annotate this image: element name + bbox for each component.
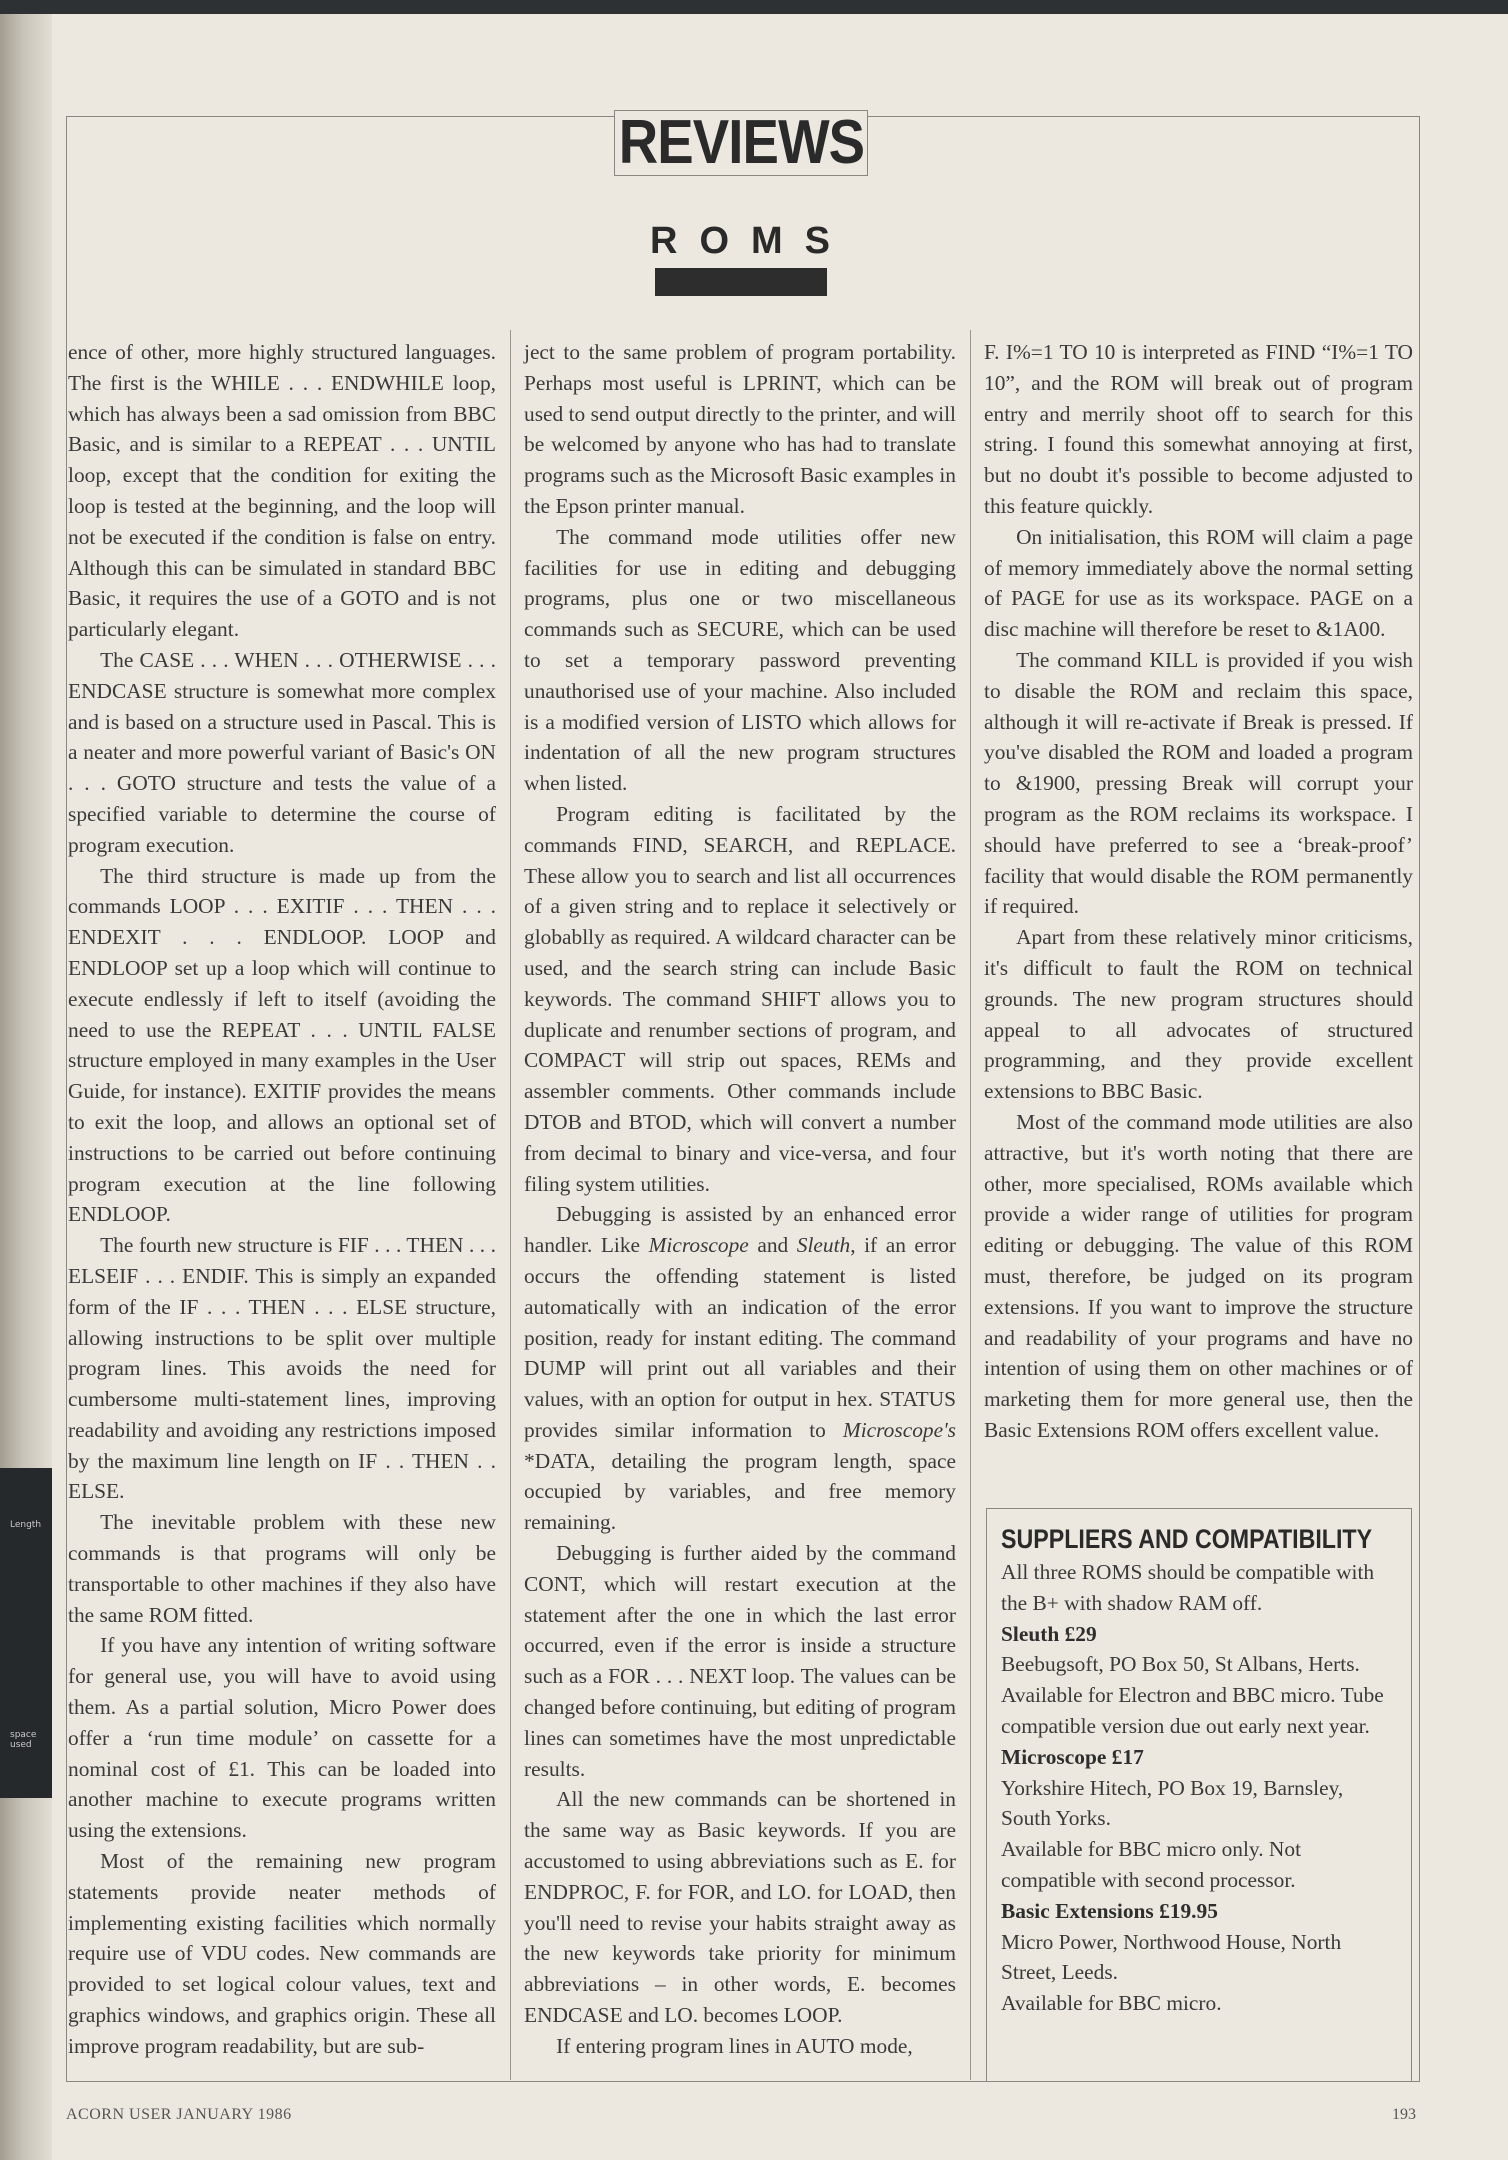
product-name: Microscope £17	[1001, 1744, 1144, 1769]
paragraph: If entering program lines in AUTO mode,	[556, 2033, 913, 2058]
text-run: , if an error occurs the offending statement is listed automatically with an indication of the error position, ready for instant editing. The command DUMP will print out all variables and their values, with an option for output in hex. STATUS provides similar information to	[524, 1233, 956, 1442]
section-title: ROMS	[650, 220, 852, 262]
suppliers-intro: All three ROMS should be compatible with the B+ with shadow RAM off.	[1001, 1560, 1375, 1615]
article-column-1	[68, 337, 496, 2062]
edge-tab-label: Length	[10, 1520, 42, 1530]
paragraph: ence of other, more highly structured languages. The first is the WHILE . . . ENDWHILE loop, which has always been a sad omission from BBC Basic, and is similar to a REPEAT . . . UNTIL loop, except that the condition for exiting the loop is tested at the beginning, and the loop will not be executed if the condition is false on entry. Although this can be simulated in standard BBC Basic, it requires the use of a GOTO and is not particularly elegant.	[68, 340, 496, 642]
text-run: Debugging is assisted by an enhanced error handler. Like	[524, 1202, 956, 1258]
footer-publication: ACORN USER JANUARY 1986	[66, 2106, 292, 2123]
product-name: Sleuth £29	[1001, 1621, 1097, 1646]
paragraph: Most of the command mode utilities are also attractive, but it's worth noting that there are other, more specialised, ROMs available which provide a wider range of utilities for program editing or debugging. The value of this ROM must, therefore, be judged on its program extensions. If you want to improve the structure and readability of your programs and have no intention of using them on other machines or of marketing them for more general use, then the Basic Extensions ROM offers excellent value.	[984, 1109, 1413, 1442]
paragraph	[524, 1199, 956, 1538]
column-rule	[510, 330, 511, 2080]
paragraph: Apart from these relatively minor criticisms, it's difficult to fault the ROM on technical grounds. The new program structures should appeal to all advocates of structured programming, and they provide excellent extensions to BBC Basic.	[984, 925, 1413, 1104]
paragraph: All the new commands can be shortened in the same way as Basic keywords. If you are accustomed to using abbreviations such as E. for ENDPROC, F. for FOR, and LO. for LOAD, then you'll need to revise your habits straight away as the new keywords take priority for minimum abbreviations – in other words, E. becomes ENDCASE and LO. becomes LOOP.	[524, 1787, 956, 2028]
article-column-2	[524, 337, 956, 2062]
product-title: Microscope's	[842, 1417, 956, 1442]
page-number: 193	[1392, 2106, 1416, 2123]
product-name: Basic Extensions £19.95	[1001, 1898, 1218, 1923]
page-gutter	[0, 14, 52, 2160]
paragraph: Program editing is facilitated by the commands FIND, SEARCH, and REPLACE. These allow you to search and list all occurrences of a given string and to replace it selectively or globablly as required. A wildcard character can be used, and the search string can include Basic keywords. The command SHIFT allows you to duplicate and renumber sections of program, and COMPACT will strip out spaces, REMs and assembler comments. Other commands include DTOB and BTOD, which will convert a number from decimal to binary and vice-versa, and four filing system utilities.	[524, 801, 956, 1196]
product-line: Available for BBC micro only. Not compatible with second processor.	[1001, 1837, 1302, 1892]
edge-tab-label: space used	[10, 1730, 37, 1750]
product-line: Available for BBC micro.	[1001, 1991, 1222, 2016]
column-rule	[970, 330, 971, 2080]
section-bar	[655, 268, 827, 296]
paragraph: ject to the same problem of program portability. Perhaps most useful is LPRINT, which can be used to send output directly to the printer, and will be welcomed by anyone who has had to translate programs such as the Microsoft Basic examples in the Epson printer manual.	[524, 340, 956, 518]
page-heading: REVIEWS	[618, 108, 864, 177]
article-column-3	[984, 337, 1413, 1446]
product-title: Microscope	[648, 1233, 749, 1258]
product-line: Available for Electron and BBC micro. Tube compatible version due out early next year.	[1001, 1683, 1384, 1738]
paragraph: The command mode utilities offer new facilities for use in editing and debugging programs, plus one or two miscellaneous commands such as SECURE, which can be used to set a temporary password preventing unauthorised use of your machine. Also included is a modified version of LISTO which allows for indentation of all the new program structures when listed.	[524, 524, 956, 796]
suppliers-box	[986, 1508, 1412, 2082]
paragraph: F. I%=1 TO 10 is interpreted as FIND “I%=1 TO 10”, and the ROM will break out of program entry and merrily shoot off to search for this string. I found this somewhat annoying at first, but no doubt it's possible to become adjusted to this feature quickly.	[984, 340, 1413, 518]
adjacent-page-tab	[0, 1468, 52, 1798]
paragraph: If you have any intention of writing software for general use, you will have to avoid using them. As a partial solution, Micro Power does offer a ‘run time module’ on cassette for a nominal cost of £1. This can be loaded into another machine to execute programs written using the extensions.	[68, 1633, 496, 1843]
paragraph: The fourth new structure is FIF . . . THEN . . . ELSEIF . . . ENDIF. This is simply an expanded form of the IF . . . THEN . . . ELSE structure, allowing instructions to be split over multiple program lines. This avoids the need for cumbersome multi-statement lines, improving readability and avoiding any restrictions imposed by the maximum line length on IF . . THEN . . ELSE.	[68, 1233, 496, 1504]
paragraph: The command KILL is provided if you wish to disable the ROM and reclaim this space, although it will re-activate if Break is pressed. If you've disabled the ROM and loaded a program to &1900, pressing Break will corrupt your program as the ROM reclaims its workspace. I should have preferred to see a ‘break-proof’ facility that would disable the ROM permanently if required.	[984, 647, 1413, 919]
paragraph: Most of the remaining new program statements provide neater methods of implementing existing facilities which normally require use of VDU codes. New commands are provided to set logical colour values, text and graphics windows, and graphics origin. These all improve program readability, but are sub-	[68, 1849, 496, 2058]
paragraph: On initialisation, this ROM will claim a page of memory immediately above the normal setting of PAGE for use as its workspace. PAGE on a disc machine will therefore be reset to &1A00.	[984, 524, 1413, 642]
paragraph: The third structure is made up from the commands LOOP . . . EXITIF . . . THEN . . . ENDEXIT . . . ENDLOOP. LOOP and ENDLOOP set up a loop which will continue to execute endlessly if left to itself (avoiding the need to use the REPEAT . . . UNTIL FALSE structure employed in many examples in the User Guide, for instance). EXITIF provides the means to exit the loop, and allows an optional set of instructions to be carried out before continuing program execution at the line following ENDLOOP.	[68, 863, 496, 1227]
suppliers-title: SUPPLIERS AND COMPATIBILITY	[1001, 1524, 1373, 1554]
paragraph: Debugging is further aided by the command CONT, which will restart execution at the statement after the one in which the last error occurred, even if the error is inside a structure such as a FOR . . . NEXT loop. The values can be changed before continuing, but editing of program lines can sometimes have the most unpredictable results.	[524, 1541, 956, 1781]
text-run: *DATA, detailing the program length, space occupied by variables, and free memory remaining.	[524, 1448, 956, 1535]
product-line: Micro Power, Northwood House, North Street, Leeds.	[1001, 1929, 1342, 1985]
top-edge	[0, 0, 1508, 14]
paragraph: The CASE . . . WHEN . . . OTHERWISE . . . ENDCASE structure is somewhat more complex and is based on a structure used in Pascal. This is a neater and more powerful variant of Basic's ON . . . GOTO structure and tests the value of a specified variable to determine the course of program execution.	[68, 647, 496, 857]
heading-box	[614, 110, 868, 176]
text-run: and	[757, 1233, 789, 1258]
product-line: Yorkshire Hitech, PO Box 19, Barnsley, South Yorks.	[1001, 1775, 1344, 1831]
paragraph: The inevitable problem with these new commands is that programs will only be transportable to other machines if they also have the same ROM fitted.	[68, 1510, 496, 1627]
product-title: Sleuth	[796, 1233, 851, 1258]
product-line: Beebugsoft, PO Box 50, St Albans, Herts.	[1001, 1652, 1360, 1677]
